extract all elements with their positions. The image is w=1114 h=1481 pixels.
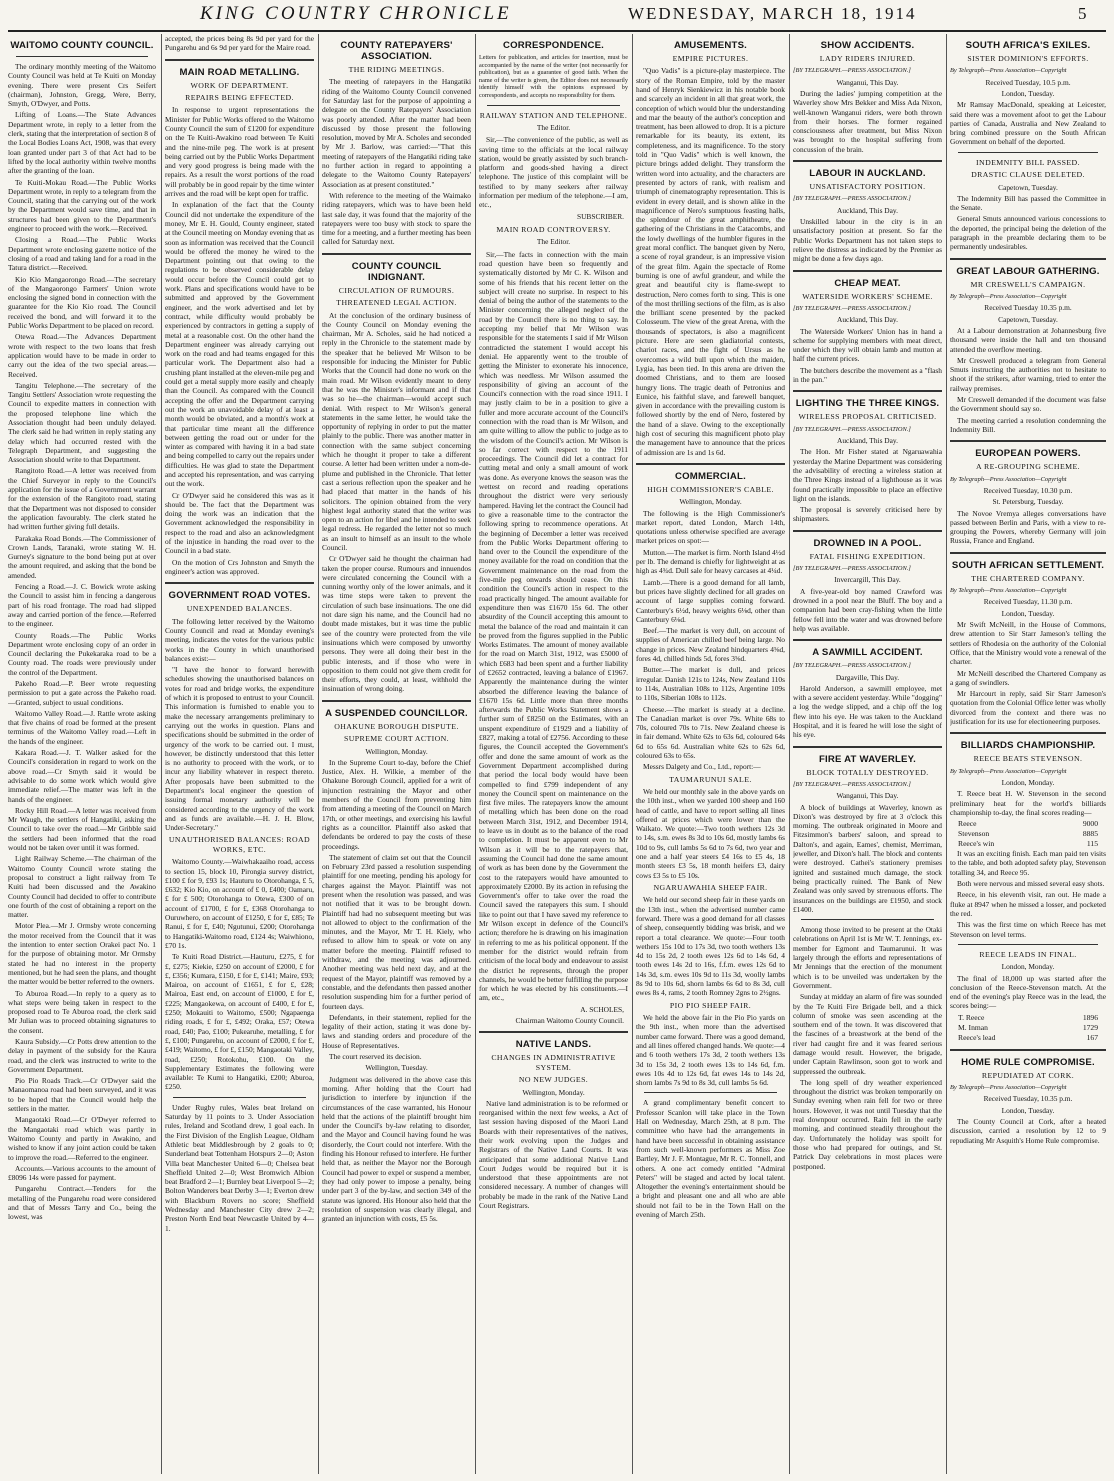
headline: SOUTH AFRICAN SETTLEMENT. [951,559,1105,571]
headline: SOUTH AFRICA'S EXILES. [965,40,1091,51]
headline: DROWNED IN A POOL. [813,537,922,549]
dateline: Wanganui, This Day. [836,791,899,801]
subheading: BLOCK TOTALLY DESTROYED. [806,767,929,777]
paragraph: Rangitoto Road.—A letter was received from the Chief Surveyor in reply to the Council's application for the issue of a Government warrant for the extension of the Rangitoto road, stating that the Department was not disposed to consider the application favourably. The clerk stated he had written further giving full details. [8,466,156,532]
headline: CORRESPONDENCE. [502,40,605,51]
letter-title: MAIN ROAD CONTROVERSY. [496,224,611,234]
paragraph: Pio Pio Roads Track.—Cr O'Dwyer said the Manaomanoa road had been surveyed, and it was to be hoped that the Council would help the settlers in the matter. [8,1076,156,1114]
column-5 [636,34,785,1474]
column-rule [946,34,947,1474]
paragraph: T. Reece beat H. W. Stevenson in the second preliminary heat for the world's billiards championship to-day, the final scores reading— [950,789,1106,817]
paragraph: Sir,—The facts in connection with the main road question have been so frequently and systematically distorted by Mr C. K. Wilson and some of his friends that his recent letter on the subject will create no surprise. In respect to his denial of being the author of the statements to the Minister concerning the alleged neglect of the road by the Council there is no thing to say. In accepting my belief that Mr Wilson was responsible for the statements I said if Mr Wilson contradicted the statement I would accept his denial. He apparently went to the trouble of getting the Minister to exonerate his innocence, which was needless. Mr Wilson assumed the responsibility of giving an account of the Council's connection with the road since 1911. I may justly claim to be in a position to give a fuller and more accurate account of the Council's connection with the road than is Mr Wilson, and am quite willing to allow the public to judge as to the wisdom of the Council's action. Mr Wilson is so far correct with respect to the 1911 proceedings. The Council did let a contract for cutting metal and only a small amount of work was done. As everyone knows the season was the wettest on record and reading operations throughout the district were very seriously hampered. Having let the contract the Council had to give a reasonable time to the contractor the following spring to recommence operations. At the beginning of December a letter was received from the Public Works Department offering to hand over to the Council the expenditure of the money available for the road on condition that the Government maintenance on the road from the five-mile peg onwards should cease. On this condition the Council's action in respect to the road practically hinged. The amount available for expenditure then was £1670 15s 6d. The other absurdity of the Council accepting this amount to metal the balance of the road and maintain it can be proved from the figures supplied in the Public Works Estimates. The amount of money available for the road on March 31st, 1912, was £5000 of which £683 had been spent and a further liability of £2652 contracted, leaving a balance of £1967. Apparently the maintenance during the winter absorbed the difference leaving the balance of £1670 15s 6d. Little more than three months afterwards the Public Works Statement shows a further sum of £8250 on the Estimates, with an unspent expenditure of £1929 and a liability of £827, making a total of £2756. According to these figures, the Council accepted the Government's offer and done the same amount of work as the Government Department accomplished during that period the local body would have been compelled to find £799 independent of any money the Council spent on maintenance on the first five miles. The ratepayers know the amount of metalling which has been done on the road between March 31st, 1912, and December 1914, to leave us in doubt as to the balance of the road to completion. It must be apparent even to Mr Wilson as it will be to the ratepayers that, assuming the Council had done the same amount of work as has been done by the Government the cost to the ratepayers would have amounted to approximately £2000. By its action in refusing the Government's offer to take over the road the Council saved the ratepayers this sum. I should like to point out that I have saved my reference to Mr Wilson except in defence of the Council's action; therefore he is drawing on his imagination in referring to me as his political opponent. If the member for the district would refrain from criticism of the local body and endeavour to assist the district he represents, through the proper channels, he would be better fulfilling the purpose for which he was elected by his constituents.—I am, etc., [479,249,628,1003]
paragraph: Fencing a Road.—J. C. Bowick wrote asking the Council to assist him in fencing a dangerous part of his road frontage. The road had slipped away and carried portion of the fence.—Referred to the engineer. [8,582,156,629]
paragraph: We held the above fair in the Pio Pio yards on the 9th inst., when more than the advertised number came forward. There was a good demand, and all lines offered changed hands. We quote:—4 and 6 tooth wethers 17s 3d, 2 tooth wethers 13s 3d to 15s 3d, 2 tooth ewes 13s to 14s 6d, f.m. ewes 10s 4d to 12s 6d, fat ewes 14s to 14s 2d, shorn lambs 7s 9d to 8s 3d, cull lambs 5s 6d. [636,1013,785,1088]
paragraph: Lamb.—There is a good demand for all lamb, but prices have slightly declined for all grades on account of large supplies coming forward. Canterbury's 6½d, heavy weights 6⅛d, other than Canterbury 6⅛d. [636,577,785,624]
paragraph: Cr O'Dwyer said he considered this was as it should be. The fact that the Department was doing the work was an indication that the Government acknowledged the responsibility in respect to the road and also an acknowledgment of the injustice in handing the road over to the Council in a bad state. [165,490,314,556]
headline: HOME RULE COMPROMISE. [961,1056,1095,1068]
rule [793,530,942,532]
received-time: Received Tuesday, 10.30 p.m. [983,485,1073,495]
headline: GOVERNMENT ROAD VOTES. [168,590,311,602]
column-rule [475,34,476,1474]
subheading: FATAL FISHING EXPEDITION. [809,551,926,561]
subheading: REECE BEATS STEVENSON. [973,754,1083,764]
paragraph: Rocky Hill Road.—A letter was received from Mr Waugh, the settlers of Hangatiki, asking the Council to take over the road.—Mr Gribble said the settlers had been informed that the road would not be taken over until it was formed. [8,805,156,853]
column-rule [789,34,790,1474]
paragraph: Unskilled labour in the city is in an unsatisfactory position at present. So far the Public Works Department has not taken steps to relieve the distress as indicated by the Premier as might be done a few days ago. [793,217,942,264]
paragraph: At the conclusion of the ordinary business of the County Council on Monday evening the chairman, Mr A. Scholes, said he had noticed a reply in the Chronicle to the statement made by the speaker that he believed Mr Wilson to be responsible for inducing the Minister for Public Works that the Council had done no work on the main road. Mr Wilson evidently meant to deny that he was the Minister's informant and if that was so he—the chairman—would accept such denial. With respect to Mr Wilson's general statements in the same letter, he would take the opportunity of replying in order to put the matter plainly to the public. There was another matter in connection with the same subject concerning which he thought it proper to take a different course. A letter had been written under a nom-de-plume and published in the Chronicle. That letter cast a serious reflection upon the speaker and he had placed that matter in the hands of his solicitors. The opinion obtained from the very highest legal authority stated that the writer was open to an action for libel and he intended to seek legal redress. He regarded the letter not so much as an insult to himself as an insult to the whole Council. [322,310,471,552]
subheading: REPUDIATED AT CORK. [981,1070,1075,1080]
wire-credit: By Telegraph—Press Association—Copyright [950,475,1067,483]
letter-addressee: The Editor. [536,237,571,247]
rule [16,56,148,57]
subheading: HIGH COMMISSIONER'S CABLE. [647,484,774,494]
paragraph: The County Council at Cork, after a heated discussion, carried a resolution by 12 to 9 repudiating Mr Asquith's Home Rule compromise. [950,1117,1106,1145]
paragraph: The statement of claim set out that the Council on February 23rd passed a resolution suspending plaintiff for one meeting, pending his apology for charges against the Mayor. Plaintiff was not present when the resolution was passed, and was not notified that it was to be brought down. Plaintiff had had no subsequent meeting but was not allowed to object to the confirmation of the minutes, and the Mayor, Mr T. H. Kiely, who refused to allow him to speak or vote on any matter before the meeting. Plaintiff refused to withdraw, and the meeting was adjourned. Another meeting was held next day, and at the request of the Mayor, plaintiff was removed by a constable, and the defendants then passed another resolution suspending him for a further period of fourteen days. [322,852,471,1011]
headline: GREAT LABOUR GATHERING. [956,265,1100,277]
paragraph: In response to urgent representations the Minister for Public Works offered to the Waitomo County Council the sum of £1200 for expenditure on the Te Kuiti-Awakino road between Te Kuiti and the nine-mile peg. The work is at present being carried out by the Public Works Department and very good progress is being made with the repairs. As a result the worst portions of the road will probably be in good repair by the time winter arrives and the road will be kept open for traffic. [165,105,314,199]
dateline: Auckland, This Day. [837,205,898,215]
dateline: London, Tuesday. [1001,1105,1055,1115]
headline: WAITOMO COUNTY COUNCIL. [10,40,154,51]
letter-signature: A. SCHOLES, [580,1004,624,1014]
score-row [950,1013,1106,1023]
dateline: Wanganui, This Day. [836,77,899,87]
dateline: Wellington, Tuesday. [365,1063,428,1073]
headline: LIGHTING THE THREE KINGS. [795,398,940,410]
paragraph: Mr Swift McNeill, in the House of Commons, drew attention to Sir Starr Jameson's telling the settlers of Rhodesia on the authority of the Colonial Office, that the Ministry would vote a renewal of the charter. [950,620,1106,667]
paragraph: Both were nervous and missed several easy shots. [957,879,1105,889]
paragraph: We held our monthly sale in the above yards on the 10th inst., when we yarded 100 sheep and 160 head of cattle, and have to report selling all lines offered at prices which were lower than the Waikato. We quote:—Two tooth wethers 12s 3d to 14s, s.m. ewes 8s 3d to 10s 6d, mostly lambs 6s 10d to 9s, cull lambs 5s 6d to 7s 6d, two year and one and a half year steers £4 16s to £5 4s, 18 month steers £3 5s, 18 month heifers £3, dairy cows £3 5s to £5 10s. [636,787,785,880]
subheading: A RE-GROUPING SCHEME. [976,462,1080,472]
paper-name: KING COUNTRY CHRONICLE [200,3,512,24]
column-4 [479,34,628,1474]
rule [322,700,471,702]
letter-addressee: The Editor. [536,122,571,132]
paragraph: The ordinary monthly meeting of the Waitomo County Council was held at Te Kuiti on Monday evening. There were present Crs Seifert (chairman), Johnston, Gregg, Were, Berry, Smyth, O'Dwyer, and Potts. [8,62,156,109]
wire-credit: By Telegraph—Press Association—Copyright [950,293,1067,301]
rule [793,746,942,748]
paragraph: Pungarehu Contract.—Tenders for the metalling of the Pungarehu road were considered and that of Messrs Tarry and Co., being the lowest, was [8,1184,156,1222]
score-label: Reece's lead [958,1032,996,1042]
headline: AMUSEMENTS. [673,40,748,51]
paragraph: With reference to the meeting of the Waimako riding ratepayers, which was to have been held last sale day, it was found that the majority of the ratepayers were too busy with stock to spare the time for a meeting, and a further meeting has been called for Saturday next. [322,190,471,247]
score-row [950,829,1106,839]
received-time: Received Tuesday, 10.35 p.m. [983,1094,1073,1104]
subheading: SUPREME COURT ACTION. [343,734,450,744]
rule [950,1049,1106,1051]
score-value: 8885 [1082,829,1098,839]
subheading: WORK OF DEPARTMENT. [190,80,289,90]
paragraph: Mutton.—The market is firm. North Island 4½d per lb. The demand is chiefly for lightweight at as high as 4¾d. Dull sale for heavy carcases at 4¼d. [636,547,785,576]
wire-credit: [BY TELEGRAPH.—PRESS ASSOCIATION.] [793,780,911,788]
paragraph: "I have the honor to forward herewith schedules showing the unauthorised balances on votes for road and bridge works, the expenditure of which it is proposed to entrust to your Council. This information is furnished to enable you to make the necessary arrangements preliminary to carrying out the works in question. Plans and specifications should be submitted in the order of urgency of the work to be carried out. I must, however, be distinctly understood that this letter is no authority to proceed with the work, or to incur any liability whatever in respect thereto. After proposals have been submitted to the Department's local engineer the question of issuing formal monetary authority will be considered according to the urgency of the work and as funds are available.—H. J. H. Blow, Under-Secretary." [165,665,314,833]
paragraph: Among those invited to be present at the Otaki celebrations on April 1st is Mr W. T. Jennings, ex-member for Egmont and Taumarunui. It was largely through the efforts and representations of Mr Jennings that the erection of the monument which is to be unveiled was undertaken by the Government. [793,925,942,990]
subheading: CHANGES IN ADMINISTRATIVE SYSTEM. [491,1053,616,1072]
wire-credit: By Telegraph—Press Association—Copyright [950,1084,1067,1092]
letter-signature-title: Chairman Waitomo County Council. [515,1015,624,1025]
subheading: WIRELESS PROPOSAL CRITICISED. [798,412,937,422]
dateline: London, Monday. [1001,962,1055,972]
paragraph: This was the first time on which Reece has met Stevenson on level terms. [950,920,1106,939]
paragraph: "Quo Vadis" is a picture-play masterpiece. The story of the Roman Empire, told by the master hand of Henryk Sienkiewicz in his notable book and scarcely an incident in all that great work, the conception of which would blur the understanding and mar the beauty of the author's conception and treatment, has been allowed to drop. It is a picture remarkable for its beauty, its extent, its completeness, and its magnificence. To the story told in "Quo Vadis" which is well known, the picture brings added delight. They transform the written word into actuality, and the characters are presented by actors of rank, with realism and triumph of cinematography representation. This is evident in every detail, and is shown alike in the magnificence of Nero's sumptuous feasting halls, the splendour of the great amphitheatre, the gathering of the Christians in the Catacombs, and the lowly dwellings of the humbler figures in the great moral conflict. The banquet given by Nero, a scene of royal grandeur, is an impressive vision of the great film. Again the spectacle of Rome burning is one of awful grandeur, and while the great and beautiful city is flame-swept to destruction, Nero comes forth to sing. This is one of the most thrilling sections of the film, as is also the brilliant scene presented by the packed Colosseum. The view of the great Arena, with the thousands of spectators, is also a magnificent picture. Here are seen gladiatorial contests, chariot races, and the fight of Ursus as he overcomes a wild bull upon which the maiden, Lygia, has been tied. In this arena are driven the doomed Christians, and to them are loosed hungry lions. The tragic death of Petronius and Eunice, his faithful slave, and farewell banquet, given in accordance with the prevailing custom is followed shortly by the end of Nero, fostered by the hand of a slave. Owing to the exceptionally high cost of securing this magnificent photo play the management have to announce that the prices of admission are 1s and 1s 6d. [636,66,785,457]
headline: BILLIARDS CHAMPIONSHIP. [960,740,1096,752]
subheading: WATERSIDE WORKERS' SCHEME. [802,291,933,301]
paragraph: To Aburoa Road.—In reply to a query as to what steps were being taken in respect to the proposed road to Te Aburoa road, the clerk said Mr Julian was to proceed obtaining signatures to the consent. [8,988,156,1035]
paragraph: Waitomo Valley Road.—J. Rattle wrote asking that five chains of road be formed at the present terminus of the Waitomo Valley road.—Left in the hands of the engineer. [8,708,156,746]
paragraph: On the motion of Crs Johnston and Smyth the engineer's action was approved. [165,557,314,576]
rule [950,440,1106,442]
rule [636,463,785,465]
paragraph: Reece, in his eleventh visit, ran out. He made a fluke at 8947 when he missed a losser, and pocketed the red. [950,890,1106,918]
paragraph: Native land administration is to be reformed or reorganised within the next few weeks, a Act of last session having disposed of the Maori Land Boards with their representatives of the natives, their work evolving upon the Judges and Registrars of the Native Land Courts. It was anticipated that some additional Native Land Court Judges would be required but it is understood that these appointments are not considered necessary. A number of changes will probably be made in the rank of the Native Land Court Registrars. [479,1098,628,1211]
paragraph: Butter.—The market is dull, and prices irregular. Danish 121s to 124s, New Zealand 110s to 114s, Australian 108s to 112s, Argentine 109s to 110s, Siberian 108s to 112s. [636,665,785,703]
score-value: 167 [1086,1032,1098,1042]
score-row [950,839,1106,849]
column-2 [165,34,314,1474]
paragraph: Under Rugby rules, Wales beat Ireland on Saturday by 11 points to 3. Under Association rules, Ireland and Scotland drew, 1 goal each. In the First Division of the English League, Oldham Athletic beat Middlesbrough by 2 goals to 0; Sunderland beat Tottenham Hotspurs 2—0; Aston Villa beat Manchester United 6—0; Chelsea beat Sheffield United 2—0; West Bromwich Albion beat Bradford 2—1; Burnley beat Liverpool 5—2; Bolton Wanderers beat Derby 3—1; Everton drew with Blackburn Rovers no score; Sheffield Wednesday and Manchester City drew 2—2; Preston North End beat Newcastle United by 4—1. [165,1102,314,1233]
paragraph: County Roads.—The Public Works Department wrote enclosing copy of an order in Council declaring the Pukekaraka road to be a County road. The roads were previously under the control of the Department. [8,630,156,677]
headline: MAIN ROAD METALLING. [179,66,300,78]
rule [793,160,942,162]
paragraph: Parakaka Road Bonds.—The Commissioner of Crown Lands, Taranaki, wrote stating W. H. Gurney's signature to the bond being put at over the amount required, and asking that the bond be amended. [8,533,156,580]
subheading: TAUMARUNUI SALE. [669,774,752,784]
paragraph: At a Labour demonstration at Johannesburg five thousand were inside the hall and ten thousand attended the overflow meeting. [950,325,1106,354]
dateline: Wellington, Monday. [365,746,428,756]
score-value: 9000 [1082,819,1098,829]
paragraph: The meeting of ratepayers in the Hangatiki riding of the Waitomo County Council convened for Saturday last for the purpose of appointing a delegate on the County Ratepayers' Association was poorly attended. After the matter had been discussed by those present the following resolution, moved by Mr A. Scholes and seconded by Mr J. Barlow, was carried:—"That this meeting of ratepayers of the Hangatiki riding take no further action in regard to appointing a delegate to the Waitomo County Ratepayers' Association as at present constituted." [322,77,471,189]
paragraph: Mangaotaki Road.—Cr O'Dwyer referred to the Mangaotaki road which was partly in Waitomo County and partly in Awakino, and wished to know if any joint action could be taken to improve the road.—Referred to the engineer. [8,1115,156,1162]
paragraph: The Indemnity Bill has passed the Committee in the Senate. [950,193,1106,213]
paragraph: Messrs Dalgety and Co., Ltd., report:— [643,762,761,772]
paragraph: Tangitu Telephone.—The secretary of the Tangitu Settlers' Association wrote requesting the Council to expedite matters in connection with the proposed telephone line which the Association thought had been unduly delayed. The clerk said he had written in reply stating any delay which had occurred rested with the Telegraph Department, and suggesting the Association should write to that Department. [8,380,156,465]
rule [173,1097,306,1098]
letter-title: RAILWAY STATION AND TELEPHONE. [479,110,628,120]
dateline: Wellington, Monday. [522,1087,585,1097]
rule [958,152,1098,153]
paragraph: A block of buildings at Waverley, known as Dixon's was destroyed by fire at 3 o'clock this morning. The outbreak originated in Moore and Fitzsimmon's barbers' saloon, and spread to Dalton's, and again, Eames', chemist, Merriman, jeweller, and Dixon's hall. The block and contents were destroyed. Cathei's stationery premises ignited and sustained much damage, the stock being practically ruined. The Bank of New Zealand was only saved by strenuous efforts. The insurances on the buildings are £1950, and stock £1400. [793,802,942,914]
subheading: SISTER DOMINION'S EFFORTS. [967,54,1089,63]
paragraph: In the Supreme Court to-day, before the Chief Justice, Alex. H. Wilkie, a member of the Ohakune Borough Council, applied for a writ of injunction restraining the Mayor and other members of the Council from preventing him from attending a meeting of the Council on March 17th, or other meetings, and exercising his lawful rights as a councillor. Plaintiff also asked that defendants be ordered to pay the costs of these proceedings. [322,757,471,851]
dateline: London, Tuesday. [1001,89,1055,98]
wire-credit: [BY TELEGRAPH.—PRESS ASSOCIATION.] [793,565,911,573]
dateline: London, Tuesday. [1001,608,1055,618]
issue-date: WEDNESDAY, MARCH 18, 1914 [628,4,917,23]
paragraph: Pakeho Road.—P. Beer wrote requesting permission to put a gate across the Pakeho road.—Granted, subject to usual conditions. [8,679,156,707]
paragraph: Harold Anderson, a sawmill employee, met with a severe accident yesterday. While "dogging" a log the wedge slipped, and a chip off the log flew into his eye. He was taken to the Auckland Hospital, and it is feared he will lose the sight of his eye. [793,683,942,740]
subheading: OHAKUNE BOROUGH DISPUTE. [334,721,459,731]
masthead [0,0,1114,30]
paragraph: Beef.—The market is very dull, on account of supplies of American chilled beef being large. No change in prices. New Zealand hindquarters 4⅝d, fores 4d, chilled hinds 5d, fores 3⅝d. [636,626,785,664]
rule [322,253,471,255]
received-time: Received Tuesday 10.35 p.m. [984,303,1072,313]
rule [801,919,934,920]
masthead-rule [8,30,1106,32]
subheading: NGARUAWAHIA SHEEP FAIR. [653,882,768,892]
paragraph: The court reserved its decision. [329,1052,422,1062]
column-3 [322,34,471,1474]
wire-credit: [BY TELEGRAPH.—PRESS ASSOCIATION.] [793,195,911,203]
dateline: Invercargill, This Day. [834,575,901,585]
dateline: London, Monday. [1001,777,1055,787]
paragraph: A grand complimentary benefit concert to Professor Scanlon will take place in the Town Hall on Wednesday, March 25th, at 8 p.m. The committee who have had the arrangements in hand have been successful in obtaining assistance from such well-known performers as Miss Zoe Bartley, Mr J. F. Montague, Mr R. C. Tonnell, and others. A one act comedy entitled "Admiral Peters" will be staged and acted by local talent. Altogether the evening's entertainment should be a bright and pleasant one and all who are able should not fail to be in the Town Hall on the evening of March 25th. [636,1098,785,1219]
paragraph: General Smuts announced various concessions to the deported, the principal being the deletion of the paragraph in the preamble declaring them to be permanently undesirables. [950,214,1106,252]
column-rule [318,34,319,1474]
headline: FIRE AT WAVERLEY. [818,753,917,765]
rule [950,258,1106,260]
paragraph: During the ladies' jumping competition at the Waverley show Mrs Bekker and Miss Ada Nixon, well-known Wanganui riders, were both thrown from their horses. The former regained consciousness after treatment, but Miss Nixon was brought to the hospital suffering from concussion of the brain. [793,89,942,154]
paragraph: Sir,—The convenience of the public, as well as saving time to the officials at the local railway station, would be greatly assisted by such branch-platform and goods-shed having a direct telephone. The justice of this complaint will be testified to by many seekers after railway information per medium of the telephone.—I am, etc., [479,135,628,210]
headline: CHEAP MEAT. [834,277,901,289]
subheading: REECE LEADS IN FINAL. [979,949,1077,959]
wire-credit: By Telegraph—Press Association—Copyright [950,767,1067,775]
score-value: 115 [1086,839,1098,849]
rule [165,59,314,61]
paragraph: Cr O'Dwyer said he thought the chairman had taken the proper course. Rumours and innuendos were circulated concerning the Council with a cunning worthy only of the lower animals, and it was time steps were taken to prevent the circulation of such base insinuations. The one did not dare sign his name, and the Council had no doubt made mistakes, but it was time the public see of the country were protected from the vile insinuations which were composed by unworthy persons. They were all doing their best in the public interests, and if those who were in opposition to them could not give them credit for their efforts, they could, at least, withhold the insinuation of wrong doing. [322,554,471,694]
subheading: THE CHARTERED COMPANY. [971,573,1085,583]
paragraph: The butchers describe the movement as a "flash in the pan." [793,365,942,385]
player-name: T. Reece [958,1012,985,1022]
dateline: Capetown, Tuesday. [998,314,1058,324]
paragraph: Lifting of Loans.—The State Advances Department wrote, in reply to a letter from the clerk, stating that the interpretation of section 8 of the Local Bodies Loans Act, 1908, was that every loan granted under part 3 of that Act had to be lifted by the local authority within twelve months after the granting of the loan. [8,110,156,176]
rule [950,732,1106,734]
dateline: Dargaville, This Day. [835,672,900,682]
paragraph: The meeting carried a resolution condemning the Indemnity Bill. [950,415,1106,434]
paragraph: The proposal is severely criticised here by shipmasters. [793,505,942,524]
subheading: THE RIDING MEETINGS. [348,65,445,74]
paragraph: accepted, the prices being 8s 9d per yard for the Pungarehu and 6s 9d per yard for the Maire road. [165,34,314,53]
paragraph: Light Railway Scheme.—The chairman of the Waitomo County Council wrote stating the proposal to construct a light railway from Te Kuiti had been discussed and the Awakino County Council had decided to offer to contribute one fourth of the cost of obtaining a report on the matter. [8,854,156,920]
subheading: INDEMNITY BILL PASSED. [976,157,1080,167]
score-row [950,1023,1106,1033]
score-row [950,1033,1106,1043]
headline: SHOW ACCIDENTS. [820,40,915,51]
paragraph: We held our second sheep fair in these yards on the 13th inst., when the advertised number came forward. There was a good demand for all classes of sheep, consequently bidding was brisk, and we report a total clearance. We quote:—Four tooth wethers 15s 10d to 17s 3d, two tooth wethers 13s 4d to 15s 2d, 2 tooth ewes 12s 6d to 14s 6d, 4 tooth ewes 14s 2d to 16s, f.f.m. ewes 12s 6d to 14s 3d, s.m. ewes 10s 9d to 11s 3d, woolly lambs 8s 9d to 10s 6d, shorn lambs 6s 6d to 8s 3d, cull ewes 8s 4, rams, 2 tooth Romney 2gns to 2½gns. [636,895,785,998]
paragraph: Motor Plea.—Mr J. Ormsby wrote concerning the motor received from the Council that it was the intention to enter section Orakei pact No. 1 for the purpose of obtaining motor. Mr Ormsby stated he had no interest in the property mentioned, but he had seen the plans, and thought the matter would be better referred to the owners. [8,921,156,987]
score-label: Reece's win [958,839,995,849]
column-rule [632,34,633,1474]
player-name: Stevenson [958,829,990,839]
player-name: M. Inman [958,1022,988,1032]
paragraph: It was an exciting finish. Each man paid ten visits to the table, and both adopted safety play, Stevenson totalling 34, and Reece 95. [950,849,1106,877]
wire-credit: [BY TELEGRAPH.—PRESS ASSOCIATION.] [793,662,911,670]
dateline: Auckland, This Day. [837,315,898,325]
headline: A SAWMILL ACCIDENT. [812,647,923,659]
subheading: UNAUTHORISED BALANCES: ROAD WORKS, ETC. [168,835,311,854]
subheading: REPAIRS BEING EFFECTED. [185,93,294,102]
paragraph: Kaura Subsidy.—Cr Potts drew attention to the delay in payment of the subsidy for the Kaura road, and the clerk was instructed to write to the Government Department. [8,1036,156,1074]
paragraph: The following is the High Commissioner's market report, dated London, March 14th, quotations unless otherwise specified are average market prices on spot:— [636,508,785,546]
paragraph: The long spell of dry weather experienced throughout the district was broken temporarily on Sunday evening when rain fell for two or three hours. However, it was not until Tuesday that the real downpour occurred. Rain fell in the early morning, and continued steadily throughout the day. Unfortunately the holiday was spoilt for those who had prepared for outings, and St. Patrick Day celebrations in most places were postponed. [793,1077,942,1171]
paragraph: Mr McNeill described the Chartered Company as a gang of swindlers. [950,668,1106,687]
score-row [950,819,1106,829]
paragraph: Te Kuiti-Mokau Road.—The Public Works Department wrote, in reply to a telegram from the Council, stating that the carrying out of the work by the Department would save time, and that in structures had been given to the Department's engineer to proceed with the work.—Received. [8,177,156,234]
rule [479,1031,628,1033]
headline: COUNTY COUNCIL INDIGNANT. [351,260,442,283]
dateline: St. Petersburg, Tuesday. [992,497,1064,507]
rule [165,582,314,584]
subheading: NO NEW JUDGES. [518,1075,589,1085]
subheading: CIRCULATION OF RUMOURS. [338,285,455,295]
subheading: UNEXPENDED BALANCES. [186,604,293,614]
page-number: 5 [1078,4,1087,23]
rule [793,270,942,272]
paragraph: Judgment was delivered in the above case this morning. After holding that the Court had jurisdiction to interfere by injunction if the circumstances of the case warranted, his Honour held that the actions of the plaintiff brought him under the Council's by-law relating to disorder, and the Mayor and Council having found he was disorderly, the Court could not interfere. With the finding his Honour refused to interfere. He further held that, as neither the Mayor nor the Borough Council had power to expel or suspend a member, they had only power to impose a penalty, being under part 3 of the by-law, and section 349 of the statute was ignored. His Honour also held that the resolution of suspension was clearly illegal, and granted an injunction with costs, £5 5s. [322,1074,471,1224]
paragraph: The following letter received by the Waitomo County Council and read at Monday evening's meeting, indicates the votes for the various public works in the County in which unauthorised balances exist:— [165,616,314,663]
dateline: Wellington, Monday. [679,497,742,507]
paragraph: Defendants, in their statement, replied for the legality of their action, stating it was done by-laws and standing orders and procedure of the House of Representatives. [322,1012,471,1050]
subheading: MR CRESWELL'S CAMPAIGN. [970,279,1086,289]
subheading: THREATENED LEGAL ACTION. [336,298,457,308]
headline: COMMERCIAL. [675,470,746,482]
score-value: 1896 [1082,1012,1098,1022]
received-time: Received Tuesday, 10.5 p.m. [985,77,1071,87]
paragraph: Mr Harcourt in reply, said Sir Starr Jameson's quotation from the Colonial Office letter was wholly divorced from the context and there was no justification for its use for electioneering purposes. [950,689,1106,726]
subheading: DRASTIC CLAUSE DELETED. [971,170,1085,180]
received-time: Received Tuesday, 11.30 p.m. [983,597,1073,607]
dateline: Auckland, This Day. [837,436,898,446]
paragraph: Waitomo County.—Waiwhakaaiho road, access to section 15, block 10, Pirongia survey district, £100 £ for 9, £93 1s; Hauturu to Otorohanga, £ 5, £632; Kio Kio, on account of £ 0, £400; Oamaru, £ for £ 500; Otorohanga to Otewa, £300 of on account of £1700, £ for £, £368 Otorohanga to Ouruwhero, on account of £1250, £ for £, £85; Te Ranui, £ for £, £40; Ngutunui, £200; Otorohanga to Hangatiki-Waitomo road, £124 4s; Waiwhiono, £70 1s. [165,857,314,950]
wire-credit: [BY TELEGRAPH.—PRESS ASSOCIATION.] [793,425,911,433]
paragraph: The final of 18,000 up was started after the conclusion of the Reece-Stevenson match. At the end of the evening's play Reece was in the lead, the scores being:— [950,973,1106,1011]
paragraph: The Novoe Vremya alleges conversations have passed between Berlin and Paris, with a view to re-grouping the Powers, whereby Germany will join Russia, France and England. [950,508,1106,546]
paragraph: Kakara Road.—J. T. Walker asked for the Council's consideration in regard to work on the above road.—Cr Smyth said it would be advisable to do some work which would give immediate relief.—The matter was left in the hands of the engineer. [8,748,156,804]
column-6 [793,34,942,1474]
rule [793,639,942,641]
subheading: EMPIRE PICTURES. [672,54,749,63]
editorial-note: Letters for publication, and articles for insertion, must be accompanied by the name of the writer (not necessarily for publication), but as a guarantee of good faith. When the name of the writer is given, the Editor does not necessarily identify himself with the opinions expressed by correspondents, and accepts no responsibility for them. [479,54,628,99]
subheading: UNSATISFACTORY POSITION. [809,182,926,192]
paragraph: Mr Ramsay MacDonald, speaking at Leicester, said there was a movement afoot to get the Labour parties of Canada, Australia and New Zealand to bring combined pressure on the South African Government on behalf of the deported. [950,100,1106,147]
column-7 [950,34,1106,1474]
paragraph: The Hon. Mr Fisher stated at Ngaruawahia yesterday the Marine Department was considering the advisability of erecting a wireless station at the Three Kings instead of a lighthouse as it was found practically impossible to place an effective light on the islands. [793,447,942,503]
paragraph: Accounts.—Various accounts to the amount of £8096 14s were passed for payment. [8,1163,156,1183]
player-name: Reece [958,819,977,829]
rule [958,944,1098,945]
wire-credit: [BY TELEGRAPH.—PRESS ASSOCIATION.] [793,304,911,312]
column-rule [161,34,162,1474]
headline: COUNTY RATEPAYERS' ASSOCIATION. [340,40,453,62]
paragraph: In explanation of the fact that the County Council did not undertake the expenditure of the money, Mr E. H. Gould, County engineer, stated at the Council meeting on Monday evening that as soon as information was received that the Council would be offered the money he wired to the Department pointing out that owing to the regulations to be observed considerable delay would occur before the Council could get to work. Plans and specifications would have to be submitted and approved by the Government engineer, and the work advertised and let by contract, while difficulty would probably be experienced by contractors in getting a supply of metal at a reasonable cost. On the other hand the Department engineer was already carrying out work on the road and had teams engaged for this particular work. The Department also had a crushing plant installed at the eleven-mile peg and could get a metal supply more easily and cheaply than the Council. As compared with the Council accepting the offer and the Department carrying out the work an unavoidable delay of at least a month would be obviated, and a month's work at that particular time meant all the difference between getting the road out or under for the winter as compared with having it in a bad state and being compelled to carry out the repairs under difficulties. He was glad to state the Department and accepted his representation, and was carrying out the work. [165,200,314,489]
wire-credit: By Telegraph—Press Association—Copyright [950,587,1067,595]
rule [793,390,942,392]
headline: NATIVE LANDS. [515,1039,592,1051]
subheading: LADY RIDERS INJURED. [819,54,916,63]
headline: A SUSPENDED COUNCILLOR. [325,707,468,719]
paragraph: Otewa Road.—The Advances Department wrote with respect to the two loans that fresh application would have to be made in order to carry out the idea of the two special areas.—Received. [8,332,156,379]
subheading: PIO PIO SHEEP FAIR. [669,1000,752,1010]
paragraph: Cheese.—The market is steady at a decline. The Canadian market is over 79s. White 68s to 70s, coloured 70s to 71s. New Zealand cheese is in fair demand. White 62s to 63s 6d, coloured 64s 6d to 65s 6d. Australian white 62s to 62s 6d, coloured 63s to 65s. [636,704,785,760]
dateline: Capetown, Tuesday. [998,182,1058,192]
wire-credit: [BY TELEGRAPH.—PRESS ASSOCIATION.] [793,67,911,75]
letter-signature: SUBSCRIBER. [576,211,624,221]
rule [487,105,620,106]
column-1 [8,34,156,1474]
paragraph: Mr Creswell demanded if the document was false the Government should say so. [950,395,1106,414]
headline: EUROPEAN POWERS. [975,448,1081,460]
paragraph: Te Kuiti Road District.—Hauturu, £275, £ for £, £275; Kiekie, £250 on account of £2000, £ for £, £356; Kumara, £150, £ for £, £141; Maire, £93; Mairoa, on account of £1651, £ for £, £28; Mairoa, East end, on account of £1000, £ for £, £225; Mangaokewa, on account of £400, £ for £, £250; Mokauiti to Waitomo, £500; Ngapaenga riding roads, £ for £, £492; Oraka, £57; Otewa road, £40; Pao, £100; Pukearuhe, metalling, £ for £, £100; Pungarehu, on account of £2000, £ for £, £419; Waitomo, £ for £, £150; Mangaotaki Valley, road, £250; Rotokohu, £100. On the Supplementary Estimates the following were available: Te Kumi to Hangatiki, £200; Aburoa, £250. [165,952,314,1092]
paragraph: The Waterside Workers' Union has in hand a scheme for supplying members with meat direct, under which they will obtain lamb and mutton at half the current prices. [793,326,942,364]
paragraph: Sunday at midday an alarm of fire was sounded by the Te Kuiti Fire Brigade bell, and a thick column of smoke was seen ascending at the southern end of the town. It was discovered that the fascines of a breastwork at the bend of the river had caught fire and it was feared serious damage would result. However, the brigade, under Captain Rawlinson, soon got to work and suppressed the outbreak. [793,992,942,1076]
paragraph: Mr Creswell produced a telegram from General Smuts instructing the authorities not to hesitate to shoot if the strikers, after warning, tried to enter the railway premises. [950,355,1106,393]
rule [644,1092,777,1093]
headline: LABOUR IN AUCKLAND. [809,168,926,180]
paragraph: Kio Kio Mangaorongo Road.—The secretary of the Mangaorongo Farmers' Union wrote enclosing the signed bond in connection with the guarantee for the Kio Kio road. The Council received the bond, and will forward it to the Public Works Department to be placed on record. [8,274,156,331]
wire-credit: By Telegraph—Press Association—Copyright [950,67,1067,75]
rule [950,552,1106,554]
score-value: 1729 [1082,1022,1098,1032]
paragraph: Closing a Road.—The Public Works Department wrote enclosing gazette notice of the closing of a road and taking land for a road in the Tatura district.—Received. [8,235,156,273]
paragraph: A five-year-old boy named Crawford was drowned in a pool near the Bluff. The boy and a companion had been cray-fishing when the little fellow fell into the water and was drowned before help was available. [793,586,942,633]
